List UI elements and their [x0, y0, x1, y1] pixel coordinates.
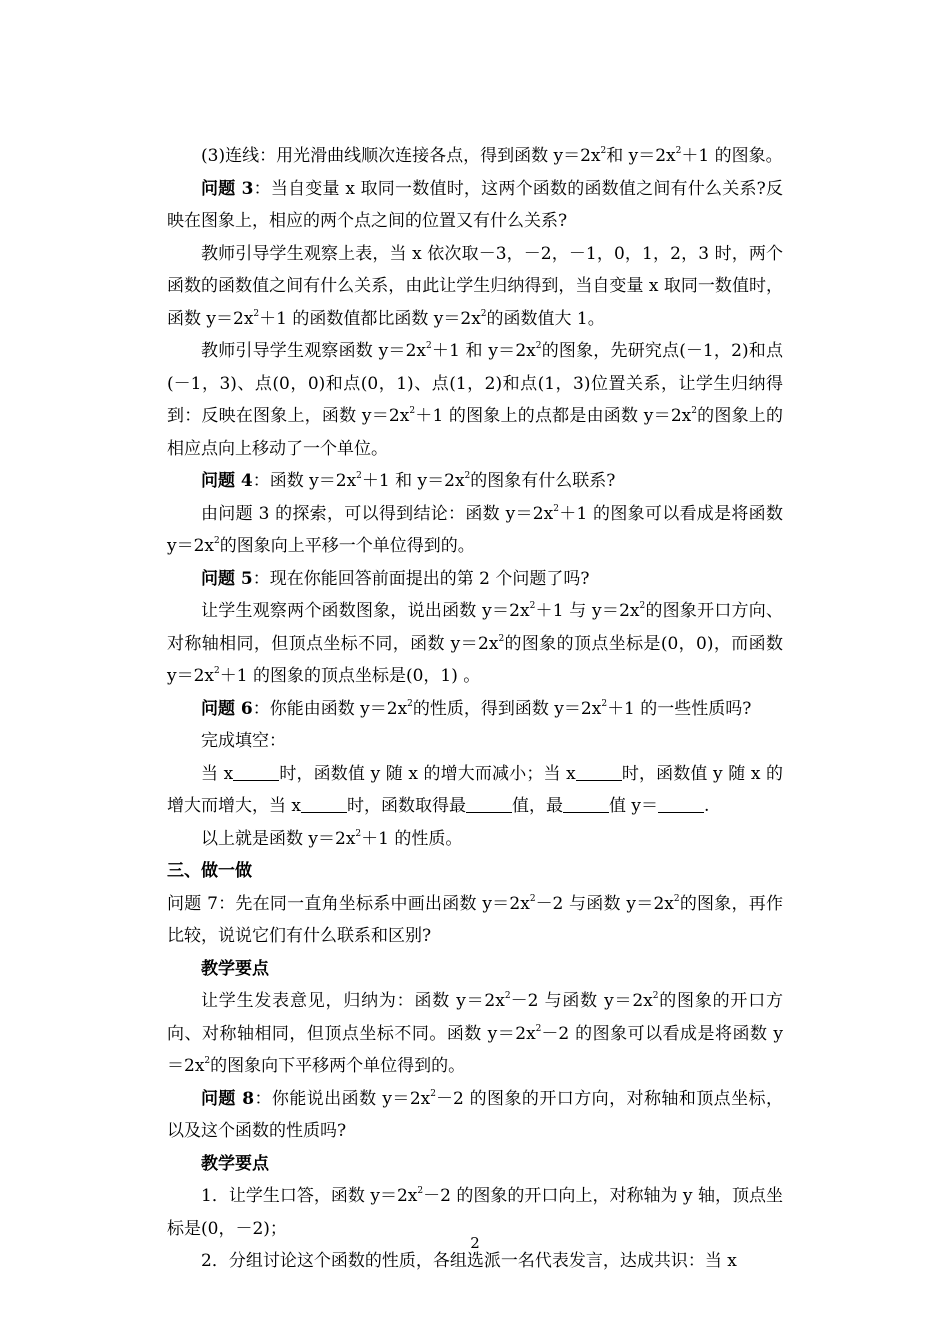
question-label: 问题 3 — [201, 178, 254, 199]
answer-blank[interactable] — [576, 764, 622, 781]
question-label: 问题 8 — [201, 1088, 255, 1109]
answer-blank[interactable] — [563, 796, 609, 813]
question-4: 问题 4：函数 $y=2x^2+1$ 和 $y=2x^2$的图象有什么联系? — [201, 471, 616, 491]
answer-blank[interactable] — [301, 796, 347, 813]
question-5: 问题 5：现在你能回答前面提出的第 2 个问题了吗? — [201, 568, 590, 589]
list-item: 1．让学生口答，函数 $y=2x^2-2$ 的图象的开口向上，对称轴为 y 轴，顶点坐标是(0，－2)； — [167, 1186, 783, 1239]
answer-blank[interactable] — [233, 764, 279, 781]
question-8: 问题 8：你能说出函数 $y=2x^2-2$ 的图象的开口方向，对称轴和顶点坐标，以及这个函数的性质吗? — [167, 1088, 783, 1141]
paragraph-properties-summary: 以上就是函数 $y=2x^2+1$ 的性质。 — [201, 828, 463, 849]
page-number: 2 — [470, 1234, 480, 1252]
teaching-points-heading: 教学要点 — [201, 1153, 269, 1174]
question-label: 问题 5 — [201, 568, 253, 589]
document-body — [167, 140, 783, 1278]
answer-blank[interactable] — [466, 796, 512, 813]
question-label: 问题 4 — [201, 471, 253, 491]
list-item: 2．分组讨论这个函数的性质，各组选派一名代表发言，达成共识：当 x — [201, 1251, 737, 1271]
teaching-points-heading: 教学要点 — [201, 958, 269, 979]
question-3: 问题 3：当自变量 x 取同一数值时，这两个函数的函数值之间有什么关系?反映在图象上，相应的两个点之间的位置又有什么关系? — [167, 178, 784, 231]
paragraph-connect-points: (3)连线：用光滑曲线顺次连接各点，得到函数 $y=2x^2$和 $y=2x^2+1$ 的图象。 — [201, 146, 783, 166]
paragraph-compare-graphs: 教师引导学生观察函数 $y=2x^2+1$ 和 $y=2x^2$的图象，先研究点(－1，2)和点(－1，3)、点(0，0)和点(0，1)、点(1，2)和点(1，3)位置关系，让学生归纳得到：反映在图象上，函数 $y=2x^2+1$ 的图象上的点都是由函数 $y=2x^2$的图象上的相应点向上移动了一个单位。 — [167, 341, 784, 459]
paragraph-conclusion-shift-up: 由问题 3 的探索，可以得到结论：函数 $y=2x^2+1$ 的图象可以看成是将函数 $y=2x^2$的图象向上平移一个单位得到的。 — [167, 503, 783, 556]
fill-in-exercise: 当 x 时，函数值 y 随 x 的增大而减小；当 x 时，函数值 y 随 x 的增大而增大，当 x 时，函数取得最 值，最 值 y＝ . — [167, 763, 783, 816]
section-heading: 三、做一做 — [167, 861, 252, 881]
paragraph-vertex-compare: 让学生观察两个函数图象，说出函数 $y=2x^2+1$ 与 $y=2x^2$的图象开口方向、对称轴相同，但顶点坐标不同，函数 $y=2x^2$的图象的顶点坐标是(0，0)，而函数 $y=2x^2+1$ 的图象的顶点坐标是(0，1) 。 — [167, 601, 783, 686]
question-label: 问题 6 — [201, 698, 253, 719]
paragraph-shift-down: 让学生发表意见，归纳为：函数 $y=2x^2-2$ 与函数 $y=2x^2$的图象的开口方向、对称轴相同，但顶点坐标不同。函数 $y=2x^2-2$ 的图象可以看成是将函数 $y=2x^2$的图象向下平移两个单位得到的。 — [167, 991, 783, 1076]
fill-in-title: 完成填空： — [201, 731, 286, 751]
answer-blank[interactable] — [658, 796, 704, 813]
paragraph-compare-values: 教师引导学生观察上表，当 x 依次取－3，－2，－1，0，1，2，3 时，两个函数的函数值之间有什么关系，由此让学生归纳得到，当自变量 x 取同一数值时，函数 $y=2x^2+1$ 的函数值都比函数 $y=2x^2$的函数值大 1。 — [167, 243, 783, 329]
question-7: 问题 7：先在同一直角坐标系中画出函数 $y=2x^2-2$ 与函数 $y=2x^2$的图象，再作比较，说说它们有什么联系和区别? — [167, 893, 783, 946]
question-6: 问题 6：你能由函数 $y=2x^2$的性质，得到函数 $y=2x^2+1$ 的一些性质吗? — [201, 698, 752, 719]
